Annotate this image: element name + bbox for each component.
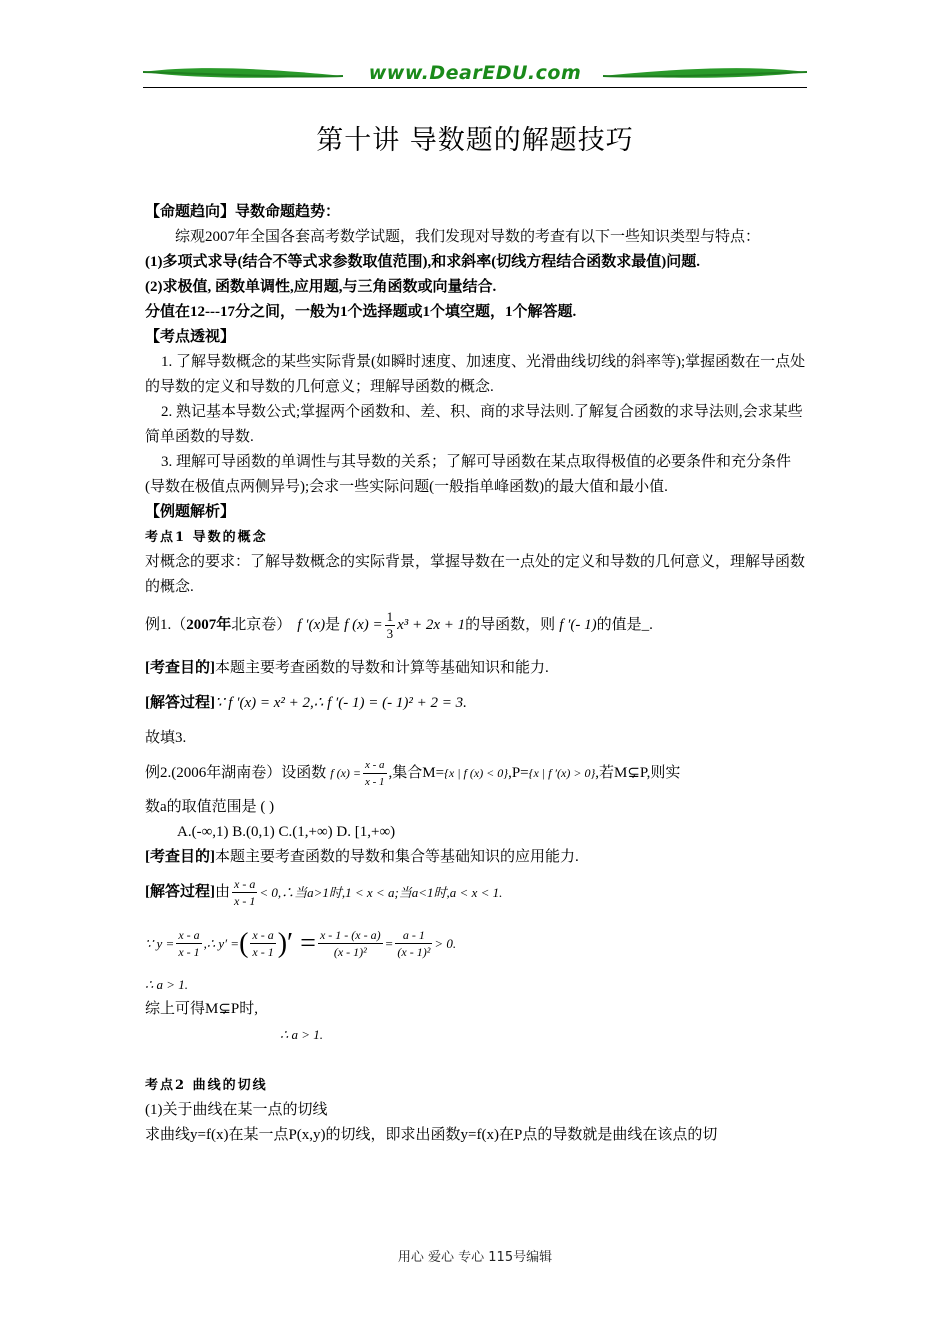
ex1-expression: x³ + 2x + 1 bbox=[397, 616, 466, 633]
ex2-sol-2-num3: a - 1 bbox=[395, 927, 432, 944]
analysis-item-3: 3. 理解可导函数的单调性与其导数的关系；了解可导函数在某点取得极值的必要条件和充分条件(导数在极值点两侧异号);会求一些实际问题(一般指单峰函数)的最大值和最小值. bbox=[145, 454, 792, 495]
ex2-fraction bbox=[363, 757, 387, 790]
ex2-line2: 数a的取值范围是 ( ) bbox=[145, 799, 275, 815]
ex1-frac-num: 1 bbox=[386, 608, 394, 624]
ex2-set-m-label: ,集合M= bbox=[388, 764, 445, 781]
ex2-sol-1-text: < 0,∴当a>1时,1 < x < a;当a<1时,a < x < 1. bbox=[259, 884, 503, 900]
kp1-description: 对概念的要求：了解导数概念的实际背景，掌握导数在一点处的定义和导数的几何意义，理解导函数的概念. bbox=[145, 554, 806, 595]
ex2-set-p-label: ,P= bbox=[508, 764, 529, 781]
ex1-solution bbox=[145, 691, 810, 716]
ex2-goal-text: 本题主要考查函数的导数和集合等基础知识的应用能力. bbox=[215, 849, 579, 865]
ex2-sol-2-num2: x - 1 - (x - a) bbox=[319, 927, 381, 942]
ex2-sol-2-prefix: ∵ y = bbox=[145, 935, 175, 951]
header-rule bbox=[143, 87, 807, 88]
ex2-goal bbox=[145, 845, 810, 870]
ex1-fx: f (x) = bbox=[344, 616, 383, 633]
ex1-fprime: f ′(x) bbox=[297, 616, 326, 633]
example-1 bbox=[145, 600, 810, 650]
page-footer: 用心 爱心 专心 115号编辑 bbox=[397, 1250, 553, 1265]
document-body bbox=[145, 200, 810, 1148]
ex2-sol-2-frac-paren bbox=[250, 927, 275, 960]
ex2-sol-5: ∴ a > 1. bbox=[280, 1027, 324, 1042]
ex2-tail: ,若M⊊P,则实 bbox=[595, 764, 681, 781]
ex2-goal-label: [考查目的] bbox=[145, 849, 215, 865]
ex1-goal-label: [考查目的] bbox=[145, 660, 215, 676]
trend-item-1: (1)多项式求导(结合不等式求参数取值范围),和求斜率(切线方程结合函数求最值)问题. bbox=[145, 254, 700, 270]
kp2-subheading: (1)关于曲线在某一点的切线 bbox=[145, 1102, 328, 1118]
ex1-year: 2007年 bbox=[186, 616, 232, 633]
ex1-is: 是 bbox=[325, 616, 341, 633]
examples-heading: 【例题解析】 bbox=[145, 504, 236, 520]
ex2-sol-2-frac-1 bbox=[176, 927, 201, 960]
ex1-end: 的值是_. bbox=[596, 616, 653, 633]
ex2-sol-2-end: > 0. bbox=[434, 935, 457, 951]
ex2-sol-2-paren-den: x - 1 bbox=[252, 944, 274, 959]
kp2-heading: 考点2 曲线的切线 bbox=[145, 1078, 268, 1093]
ex2-sol-2-frac-3 bbox=[395, 927, 432, 960]
kp2-text: 求曲线y=f(x)在某一点P(x,y)的切线，即求出函数y=f(x)在P点的导数就是曲线在该点的切 bbox=[145, 1127, 718, 1143]
analysis-heading: 【考点透视】 bbox=[145, 329, 236, 345]
ex2-sol-label: [解答过程] bbox=[145, 883, 215, 900]
ex2-sol-2-paren-num: x - a bbox=[252, 927, 274, 942]
ex2-sol-4: 综上可得M⊊P时, bbox=[145, 1001, 258, 1017]
kp1-heading: 考点1 导数的概念 bbox=[145, 530, 268, 545]
ex2-sol-1-fraction bbox=[232, 876, 257, 909]
ex1-goal-text: 本题主要考查函数的导数和计算等基础知识和能力. bbox=[215, 660, 549, 676]
ex2-sol-1-prefix: 由 bbox=[215, 883, 231, 900]
ex2-prefix: 例2.(2006年湖南卷）设函数 bbox=[145, 764, 327, 781]
page-header bbox=[143, 60, 807, 92]
ex2-sol-1-den: x - 1 bbox=[234, 893, 256, 908]
ex2-sol-2-den2: (x - 1)² bbox=[333, 944, 367, 959]
ex2-sol-2-frac-2 bbox=[318, 927, 383, 960]
analysis-item-2: 2. 熟记基本导数公式;掌握两个函数和、差、积、商的求导法则.了解复合函数的求导法则,会求某些简单函数的导数. bbox=[145, 404, 803, 445]
ex1-goal bbox=[145, 656, 810, 681]
ex2-sol-2-num1: x - a bbox=[178, 927, 200, 942]
ex2-sol-3: ∴ a > 1. bbox=[145, 977, 189, 992]
trend-item-2: (2)求极值, 函数单调性,应用题,与三角函数或向量结合. bbox=[145, 279, 497, 295]
ex1-source: 北京卷） bbox=[231, 616, 292, 633]
ex2-options: A.(-∞,1) B.(0,1) C.(1,+∞) D. [1,+∞) bbox=[177, 824, 396, 840]
ex2-sol-1-num: x - a bbox=[234, 876, 256, 891]
ex1-fraction bbox=[385, 609, 396, 642]
example-2 bbox=[145, 751, 810, 795]
ex2-sol-2-den1: x - 1 bbox=[178, 944, 200, 959]
page-title: 第十讲 导数题的解题技巧 bbox=[316, 125, 634, 156]
ex1-sol-text: ∵ f ′(x) = x² + 2,∴ f ′(- 1) = (- 1)² + 2 = 3. bbox=[215, 695, 467, 711]
trend-intro: 综观2007年全国各套高考数学试题，我们发现对导数的考查有以下一些知识类型与特点： bbox=[175, 229, 761, 245]
ex1-tail: 的导函数，则 bbox=[465, 616, 556, 633]
analysis-item-1: 1. 了解导数概念的某些实际背景(如瞬时速度、加速度、光滑曲线切线的斜率等);掌握函数在一点处的导数的定义和导数的几何意义；理解导函数的概念. bbox=[145, 354, 806, 395]
trend-score: 分值在12---17分之间，一般为1个选择题或1个填空题，1个解答题. bbox=[145, 304, 577, 320]
ex2-fx: f (x) = bbox=[330, 765, 361, 780]
ex2-set-m: {x | f (x) < 0} bbox=[444, 765, 509, 780]
ex1-frac-den: 3 bbox=[386, 625, 394, 641]
trend-heading: 【命题趋向】导数命题趋势： bbox=[145, 204, 341, 220]
ex1-ask: f ′(- 1) bbox=[559, 616, 597, 633]
ex1-sol-label: [解答过程] bbox=[145, 695, 215, 711]
ex1-answer: 故填3. bbox=[145, 730, 187, 746]
ex2-num: x - a bbox=[363, 757, 387, 774]
ex2-sol-2-mid: ,∴ y′ = bbox=[203, 935, 240, 951]
ex1-prefix: 例1.（ bbox=[145, 616, 187, 633]
ex2-den: x - 1 bbox=[365, 775, 385, 788]
ex2-sol-2-den3: (x - 1)² bbox=[397, 944, 431, 959]
ex2-solution-line-1 bbox=[145, 870, 810, 914]
ex2-set-p: {x | f ′(x) > 0} bbox=[528, 765, 596, 780]
site-logo[interactable]: www.DearEDU.com bbox=[368, 62, 582, 84]
ex2-solution-line-2: ∵ y = $\frac{x - a}{x - 1}$ ,∴ y′ = ( $\frac{x - a}{x - 1}$ )′ = $\frac{x - 1 - (x - a)}{\text{(x - 1)²}}$ = $\frac{a - 1}{\text{(x - 1)²}}$ > 0. bbox=[145, 927, 457, 959]
